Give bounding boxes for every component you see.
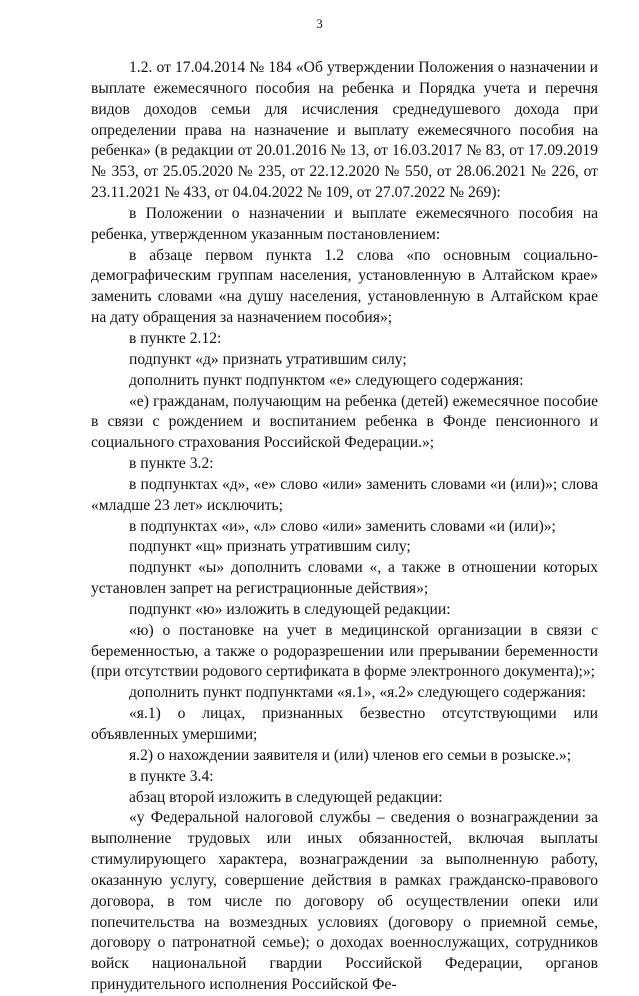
- paragraph: в Положении о назначении и выплате ежемесячного пособия на ребенка, утвержденном указанным постановлением:: [91, 204, 598, 243]
- paragraph: дополнить пункт подпунктом «е» следующего содержания:: [129, 371, 524, 389]
- page-number: 3: [316, 16, 323, 31]
- paragraph: подпункт «д» признать утратившим силу;: [129, 350, 407, 368]
- paragraph: подпункт «ы» дополнить словами «, а также в отношении которых установлен запрет на регистрационные действия»;: [91, 559, 598, 598]
- paragraph: в пункте 3.4:: [129, 767, 214, 785]
- document-body: [91, 58, 598, 996]
- paragraph: «ю) о постановке на учет в медицинской организации в связи с беременностью, а также о родоразрешении или прерывании беременности (при отсутствии родового сертификата в форме электронного документа);»;: [91, 621, 598, 681]
- paragraph: «я.1) о лицах, признанных безвестно отсутствующими или объявленных умершими;: [91, 705, 598, 743]
- paragraph: «у Федеральной налоговой службы – сведения о вознаграждении за выполнение трудовых или иных обязанностей, включая выплаты стимулирующего характера, вознаграждении за выполненную работу, оказанную услугу, совершение действия в рамках гражданско-правового договора, в том числе по договору об осуществлении опеки или попечительства на возмездных условиях (договору о приемной семье, договору о патронатной семье); о доходах военнослужащих, сотрудников войск национальной гвардии Российской Федерации, органов принудительного исполнения Российской Фе-: [91, 809, 598, 994]
- paragraph: в подпунктах «и», «л» слово «или» заменить словами «и (или)»;: [129, 517, 556, 535]
- paragraph: дополнить пункт подпунктами «я.1», «я.2» следующего содержания:: [129, 684, 586, 702]
- paragraph: в подпунктах «д», «е» слово «или» заменить словами «и (или)»; слова «младше 23 лет» исключить;: [91, 475, 598, 514]
- paragraph: в абзаце первом пункта 1.2 слова «по основным социально-демографическим группам населения, установленную в Алтайском крае» заменить словами «на душу населения, установленную в Алтайском крае на дату обращения за назначением пособия»;: [91, 246, 598, 327]
- paragraph: подпункт «щ» признать утратившим силу;: [129, 538, 411, 556]
- paragraph: подпункт «ю» изложить в следующей редакции:: [129, 600, 451, 618]
- paragraph: я.2) о нахождении заявителя и (или) членов его семьи в розыске.»;: [129, 746, 572, 764]
- paragraph: в пункте 3.2:: [129, 455, 214, 473]
- paragraph: 1.2. от 17.04.2014 № 184 «Об утверждении Положения о назначении и выплате ежемесячного пособия на ребенка и Порядка учета и перечня видов доходов семьи для исчисления среднедушевого дохода при определении права на назначение и выплату ежемесячного пособия на ребенка» (в редакции от 20.01.2016 № 13, от 16.03.2017 № 83, от 17.09.2019 № 353, от 25.05.2020 № 235, от 22.12.2020 № 550, от 28.06.2021 № 226, от 23.11.2021 № 433, от 04.04.2022 № 109, от 27.07.2022 № 269):: [91, 59, 598, 202]
- paragraph: абзац второй изложить в следующей редакции:: [129, 788, 443, 806]
- paragraph: «е) гражданам, получающим на ребенка (детей) ежемесячное пособие в связи с рождением и воспитанием ребенка в Фонде пенсионного и социального страхования Российской Федерации.»;: [91, 392, 598, 452]
- paragraph: в пункте 2.12:: [129, 329, 222, 347]
